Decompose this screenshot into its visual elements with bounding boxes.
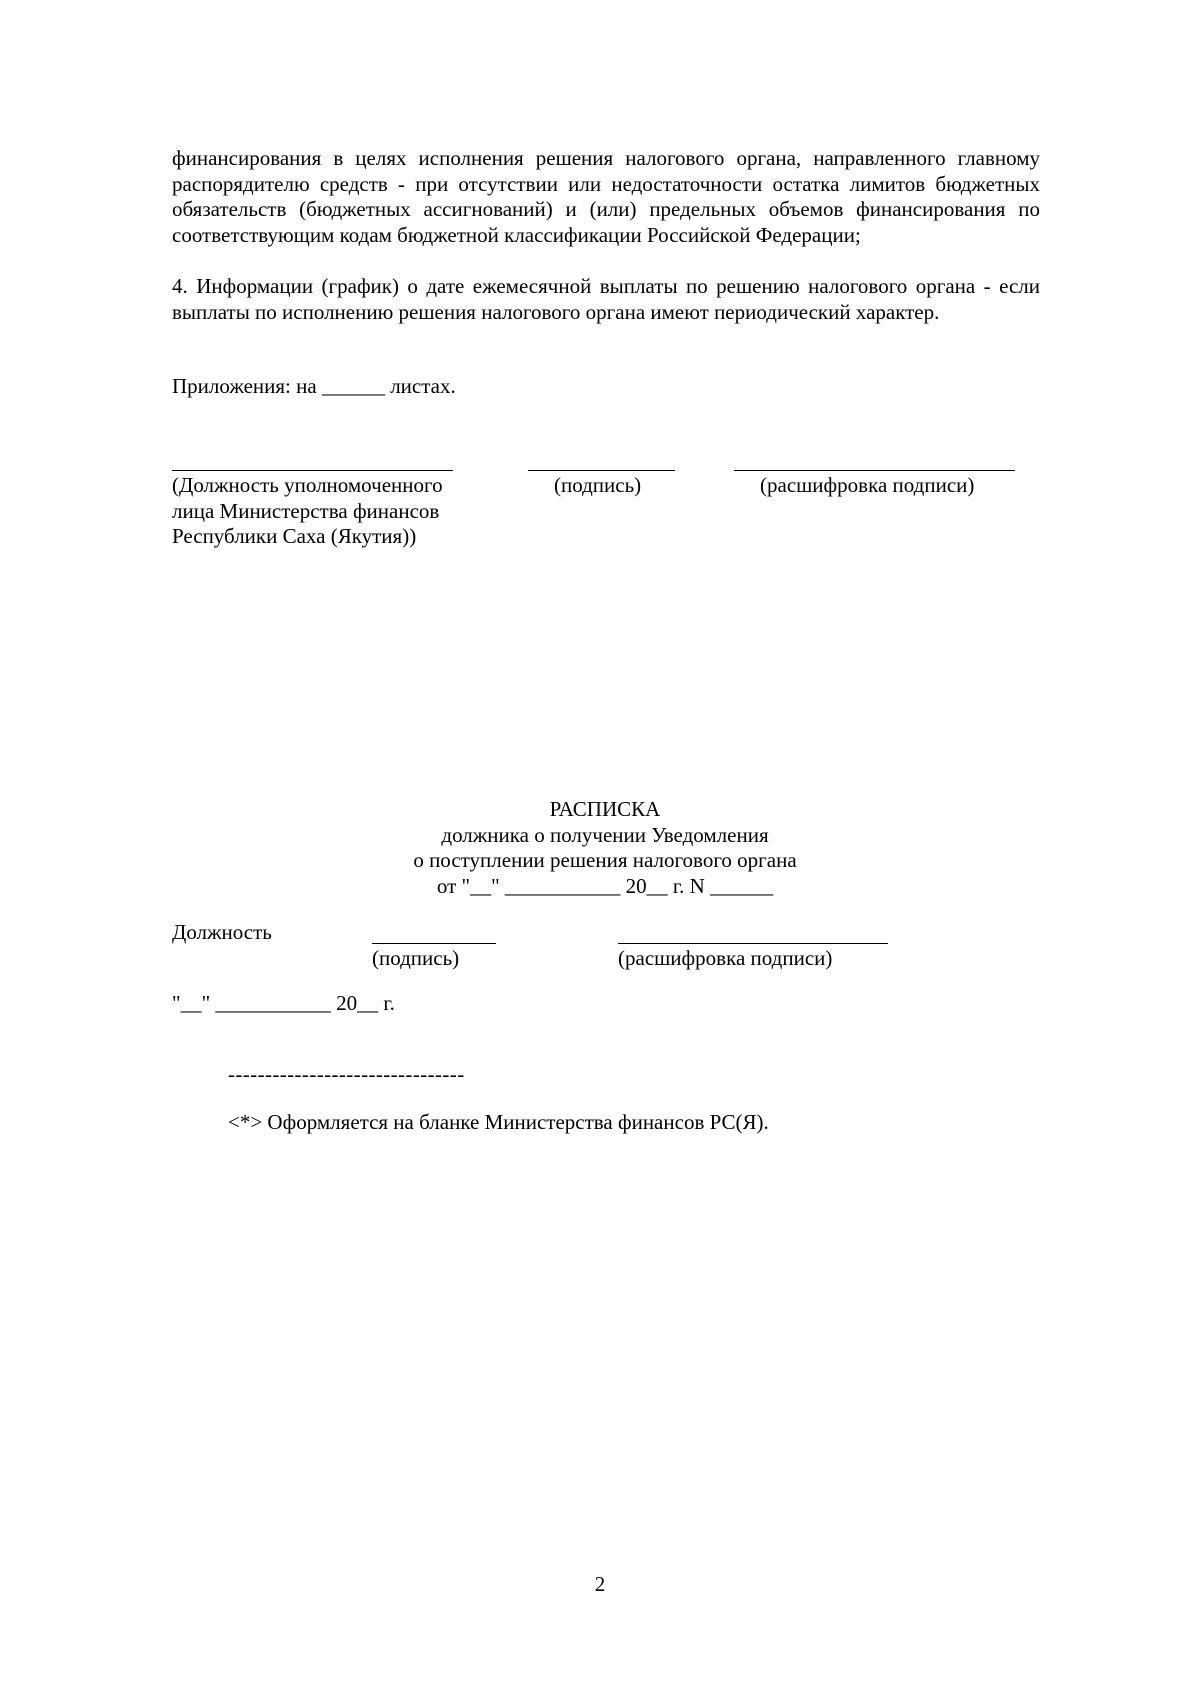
authorized-position-label	[172, 473, 443, 550]
receipt-date-number: от "__" ___________ 20__ г. N ______	[436, 873, 774, 898]
position-line-1: (Должность уполномоченного	[172, 473, 443, 497]
footnote-text: <*> Оформляется на бланке Министерства финансов РС(Я).	[228, 1110, 769, 1134]
receipt-title: РАСПИСКА	[549, 797, 661, 821]
receipt-date-line: "__" ___________ 20__ г.	[172, 991, 395, 1015]
receipt-signature-label: (подпись)	[372, 946, 460, 970]
page-number: 2	[594, 1572, 606, 1596]
receipt-decoding-rule	[618, 943, 888, 944]
decoding-label: (расшифровка подписи)	[760, 473, 975, 497]
receipt-signature-rule	[372, 943, 496, 944]
receipt-header	[400, 797, 810, 899]
position-line-2: лица Министерства финансов	[172, 498, 440, 523]
receipt-decoding-label: (расшифровка подписи)	[618, 946, 833, 970]
receipt-position-label: Должность	[172, 920, 272, 944]
paragraph-financing: финансирования в целях исполнения решения налогового органа, направленного главному распорядителю средств - при отсутствии или недостаточности остатка лимитов бюджетных обязательств (бюджетных ассигнований) и (или) предельных объемов финансирования по соответствующим кодам бюджетной классификации Российской Федерации;	[172, 146, 1040, 247]
receipt-subtitle-1: должника о получении Уведомления	[441, 822, 769, 847]
receipt-subtitle-2: о поступлении решения налогового органа	[413, 848, 797, 872]
paragraph-item-4: 4. Информации (график) о дате ежемесячной выплаты по решению налогового органа - если выплаты по исполнению решения налогового органа имеют периодический характер.	[172, 274, 1040, 324]
decoding-rule	[734, 470, 1015, 471]
position-line-3: Республики Саха (Якутия))	[172, 524, 417, 548]
signature-rule	[528, 470, 675, 471]
attachments-line: Приложения: на ______ листах.	[172, 374, 456, 398]
position-signature-rule	[172, 470, 453, 471]
footnote-separator: --------------------------------	[228, 1062, 465, 1086]
signature-label: (подпись)	[554, 473, 642, 497]
